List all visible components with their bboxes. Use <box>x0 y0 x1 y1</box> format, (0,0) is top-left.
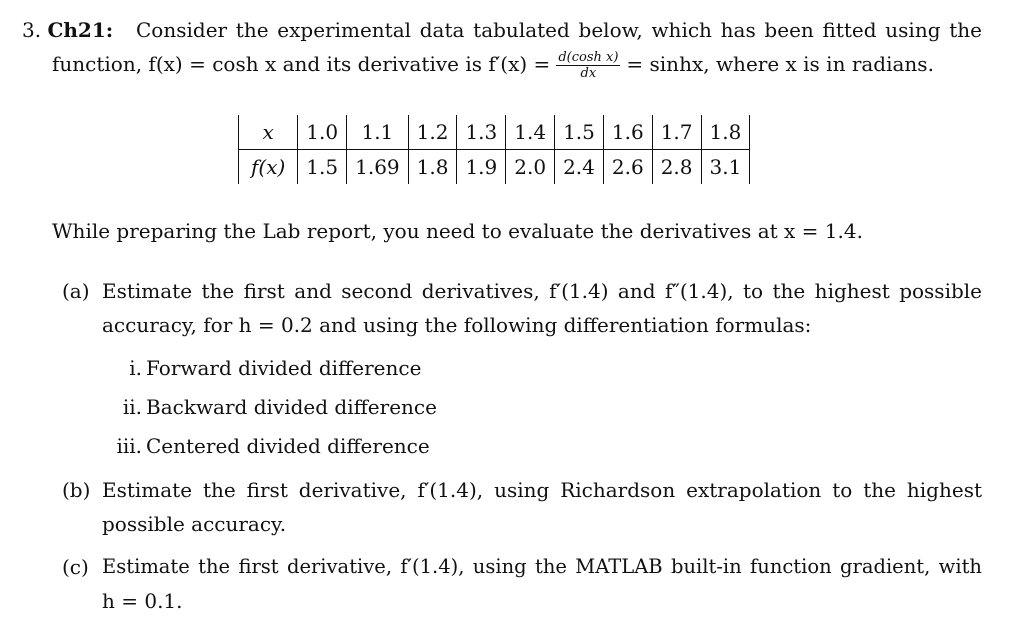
intro-line-2-b: = sinhx, where x is in radians. <box>626 52 934 76</box>
chapter-label: Ch21: <box>47 18 114 42</box>
list-item-number: i. <box>129 356 142 380</box>
part-c-label: (c) <box>62 555 89 579</box>
derivative-fraction <box>556 50 620 81</box>
table-cell: 1.3 <box>457 115 506 150</box>
fraction-denominator: dx <box>580 66 597 81</box>
table-cell: 1.69 <box>347 150 409 185</box>
table-cell: 1.0 <box>298 115 347 150</box>
table-cell: 1.5 <box>555 115 604 150</box>
table-cell: 2.6 <box>603 150 652 185</box>
table-cell: 1.4 <box>506 115 555 150</box>
part-b-line-2: possible accuracy. <box>102 512 287 536</box>
fraction-numerator: d(cosh x) <box>558 50 619 65</box>
intro-line-2 <box>52 50 934 81</box>
part-c-line-1: Estimate the first derivative, f′(1.4), using the MATLAB built-in function gradient, with <box>102 555 982 578</box>
table-cell: 3.1 <box>701 150 750 185</box>
table-cell: 1.9 <box>457 150 506 185</box>
table-cell: 1.5 <box>298 150 347 185</box>
table-cell: 1.1 <box>347 115 409 150</box>
table-cell: 1.8 <box>408 150 457 185</box>
part-c-line-2: h = 0.1. <box>102 589 183 613</box>
table-cell: 1.6 <box>603 115 652 150</box>
table-row-x <box>239 115 750 150</box>
lab-report-text: While preparing the Lab report, you need to evaluate the derivatives at x = 1.4. <box>52 219 863 243</box>
problem-header <box>22 16 113 44</box>
table-cell: 1.2 <box>408 115 457 150</box>
table-cell: 2.8 <box>652 150 701 185</box>
list-item-forward: Forward divided difference <box>146 356 422 380</box>
part-a-line-2: accuracy, for h = 0.2 and using the following differentiation formulas: <box>102 313 812 337</box>
table-header-x: x <box>239 115 298 150</box>
problem-number: 3. <box>22 18 42 42</box>
part-b-label: (b) <box>62 478 91 502</box>
table-row-fx <box>239 150 750 185</box>
intro-line-2-a: function, f(x) = cosh x and its derivative is f′(x) = <box>52 52 551 76</box>
table-cell: 2.4 <box>555 150 604 185</box>
part-a-label: (a) <box>62 279 90 303</box>
list-item-backward: Backward divided difference <box>146 395 437 419</box>
data-table <box>238 115 750 184</box>
table-header-fx: f(x) <box>239 150 298 185</box>
table-cell: 1.7 <box>652 115 701 150</box>
list-item-number: ii. <box>122 395 142 419</box>
part-b-line-1: Estimate the first derivative, f′(1.4), using Richardson extrapolation to the highest <box>102 478 982 502</box>
part-a-line-1: Estimate the first and second derivatives, f′(1.4) and f″(1.4), to the highest possible <box>102 279 982 303</box>
table-cell: 2.0 <box>506 150 555 185</box>
list-item-centered: Centered divided difference <box>146 434 430 458</box>
table-cell: 1.8 <box>701 115 750 150</box>
list-item-number: iii. <box>116 434 142 458</box>
intro-line-1: Consider the experimental data tabulated below, which has been fitted using the <box>136 18 982 42</box>
